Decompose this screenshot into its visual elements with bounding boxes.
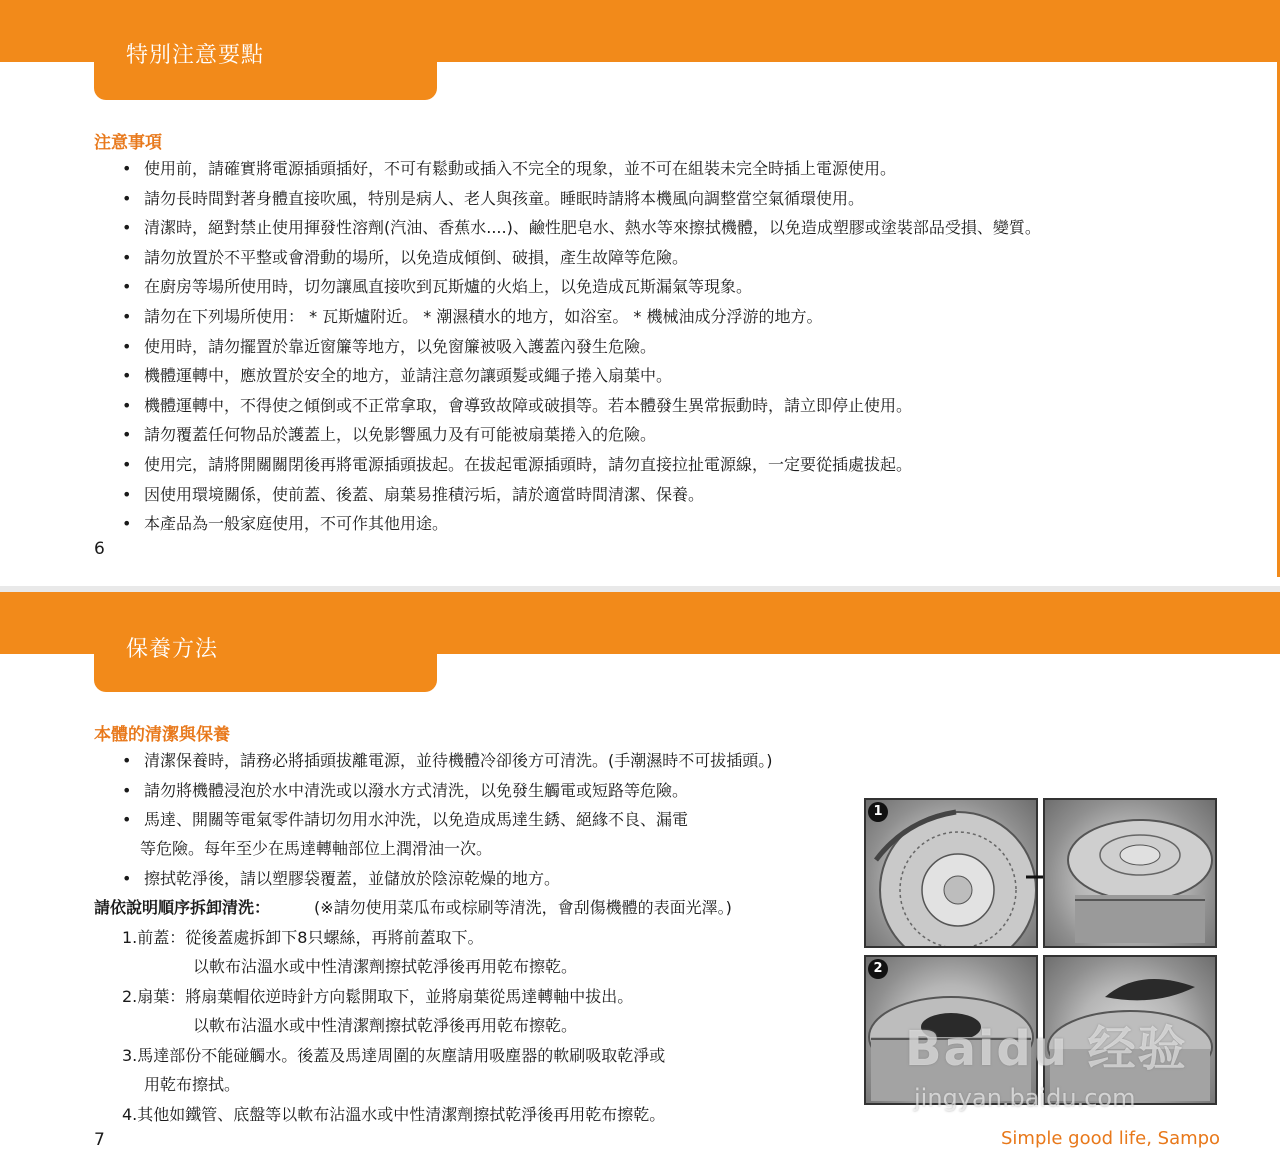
list-item: • 本產品為一般家庭使用，不可作其他用途。 [122, 509, 1041, 539]
list-item: • 機體運轉中，不得使之傾倒或不正常拿取，會導致故障或破損等。若本體發生異常振動時，請立即停止使用。 [122, 391, 1041, 421]
step-4: 4.其他如鐵管、底盤等以軟布沾溫水或中性清潔劑擦拭乾淨後再用乾布擦乾。 [122, 1105, 666, 1124]
list-item: • 使用前，請確實將電源插頭插好，不可有鬆動或插入不完全的現象，並不可在組裝未完全時插上電源使用。 [122, 154, 1041, 184]
list-item: • 使用時，請勿擺置於靠近窗簾等地方，以免窗簾被吸入護蓋內發生危險。 [122, 332, 1041, 362]
list-item: • 請勿長時間對著身體直接吹風，特別是病人、老人與孩童。睡眠時請將本機風向調整當空氣循環使用。 [122, 184, 1041, 214]
instruction-note: (※請勿使用菜瓜布或棕刷等清洗，會刮傷機體的表面光澤。) [314, 898, 732, 917]
step-2-detail: 以軟布沾溫水或中性清潔劑擦拭乾淨後再用乾布擦乾。 [193, 1016, 578, 1035]
step-3-detail: 用乾布擦拭。 [144, 1075, 241, 1094]
fan-front-cover-photo [864, 798, 1038, 948]
step-1: 1.前蓋：從後蓋處拆卸下8只螺絲，再將前蓋取下。 [122, 928, 484, 947]
watermark: Baidu 经验 [905, 1021, 1188, 1077]
list-item: • 馬達、開關等電氣零件請切勿用水沖洗，以免造成馬達生銹、絕緣不良、漏電 [122, 805, 773, 835]
list-item: • 因使用環境關係，使前蓋、後蓋、扇葉易推積污垢，請於適當時間清潔、保養。 [122, 480, 1041, 510]
list-item: • 清潔時，絕對禁止使用揮發性溶劑(汽油、香蕉水....)、鹼性肥皂水、熱水等來擦拭機體，以免造成塑膠或塗裝部品受損、變質。 [122, 213, 1041, 243]
fan-cover-removal-photo [1043, 798, 1217, 948]
list-item: • 使用完，請將開關關閉後再將電源插頭拔起。在拔起電源插頭時，請勿直接拉扯電源線，一定要從插處拔起。 [122, 450, 1041, 480]
step-1-detail: 以軟布沾溫水或中性清潔劑擦拭乾淨後再用乾布擦乾。 [193, 957, 578, 976]
step-2-badge: 2 [868, 959, 888, 979]
page-number: 7 [94, 1130, 105, 1150]
list-item: • 請勿覆蓋任何物品於護蓋上，以免影響風力及有可能被扇葉捲入的危險。 [122, 420, 1041, 450]
instruction-heading: 請依說明順序拆卸清洗： [94, 898, 271, 917]
page-title: 特別注意要點 [126, 43, 265, 68]
step-1-badge: 1 [868, 802, 888, 822]
maintenance-list [122, 746, 773, 835]
list-item-continuation: 等危險。每年至少在馬達轉軸部位上潤滑油一次。 [140, 839, 493, 858]
watermark-url: jingyan.baidu.com [914, 1084, 1136, 1112]
page-number: 6 [94, 539, 105, 559]
list-item: • 清潔保養時，請務必將插頭拔離電源，並待機體冷卻後方可清洗。(手潮濕時不可拔插頭。) [122, 746, 773, 776]
step-3: 3.馬達部份不能碰觸水。後蓋及馬達周圍的灰塵請用吸塵器的軟刷吸取乾淨或 [122, 1046, 666, 1065]
section-heading: 注意事項 [94, 133, 162, 153]
step-2: 2.扇葉：將扇葉帽依逆時針方向鬆開取下，並將扇葉從馬達轉軸中拔出。 [122, 987, 634, 1006]
list-item: • 在廚房等場所使用時，切勿讓風直接吹到瓦斯爐的火焰上，以免造成瓦斯漏氣等現象。 [122, 272, 1041, 302]
list-item: • 機體運轉中，應放置於安全的地方，並請注意勿讓頭髮或繩子捲入扇葉中。 [122, 361, 1041, 391]
maintenance-list-cont [122, 864, 560, 894]
caution-list [122, 154, 1041, 539]
section-heading: 本體的清潔與保養 [94, 725, 230, 745]
list-item: • 擦拭乾淨後，請以塑膠袋覆蓋，並儲放於陰涼乾燥的地方。 [122, 864, 560, 894]
list-item: • 請勿將機體浸泡於水中清洗或以潑水方式清洗，以免發生觸電或短路等危險。 [122, 776, 773, 806]
page-title: 保養方法 [126, 637, 219, 662]
list-item: • 請勿在下列場所使用： * 瓦斯爐附近。 * 潮濕積水的地方，如浴室。 * 機械油成分浮游的地方。 [122, 302, 1041, 332]
brand-slogan: Simple good life, Sampo [1001, 1128, 1221, 1149]
list-item: • 請勿放置於不平整或會滑動的場所，以免造成傾倒、破損，產生故障等危險。 [122, 243, 1041, 273]
